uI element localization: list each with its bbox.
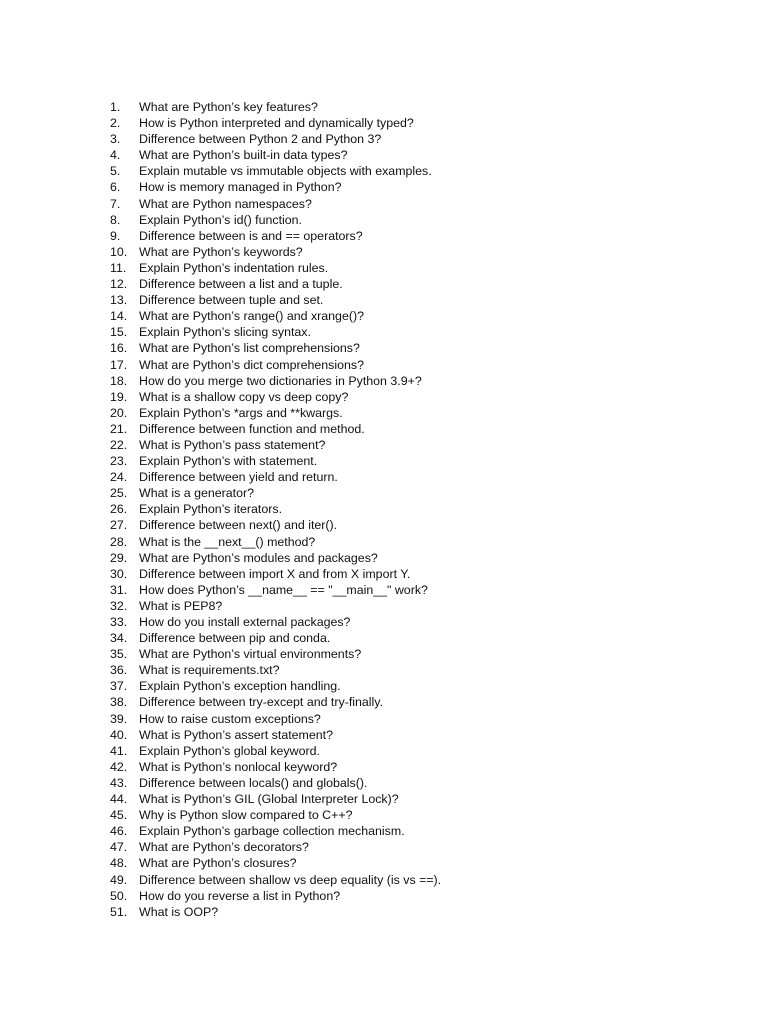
question-text: What is a shallow copy vs deep copy? bbox=[139, 389, 349, 404]
question-text: Explain Python’s with statement. bbox=[139, 454, 318, 469]
question-number: 23. bbox=[110, 454, 128, 469]
question-text: Difference between import X and from X import Y. bbox=[139, 566, 411, 581]
question-item bbox=[110, 405, 710, 421]
question-item bbox=[110, 469, 710, 485]
question-text: Explain Python’s exception handling. bbox=[139, 679, 341, 694]
question-number: 17. bbox=[110, 357, 128, 372]
question-item bbox=[110, 839, 710, 855]
question-text: Difference between tuple and set. bbox=[139, 293, 324, 308]
question-text: How do you install external packages? bbox=[139, 615, 351, 629]
question-number: 27. bbox=[110, 518, 128, 533]
question-number: 32. bbox=[110, 598, 128, 613]
question-text: What are Python’s list comprehensions? bbox=[139, 341, 360, 356]
question-item bbox=[110, 598, 710, 614]
question-item bbox=[110, 550, 710, 566]
question-number: 20. bbox=[110, 405, 128, 420]
question-number: 13. bbox=[110, 293, 128, 308]
question-item bbox=[110, 727, 710, 743]
question-text: What is OOP? bbox=[139, 904, 219, 919]
question-text: What is Python’s pass statement? bbox=[139, 437, 326, 452]
question-number: 5. bbox=[110, 164, 121, 179]
question-number: 47. bbox=[110, 840, 128, 855]
question-text: What are Python’s virtual environments? bbox=[139, 647, 362, 662]
question-item bbox=[110, 437, 710, 453]
question-text: How to raise custom exceptions? bbox=[139, 711, 321, 726]
question-item bbox=[110, 775, 710, 791]
question-number: 48. bbox=[110, 856, 128, 871]
question-item bbox=[110, 791, 710, 807]
question-text: What are Python’s closures? bbox=[139, 856, 297, 871]
question-item bbox=[110, 872, 710, 888]
question-number: 29. bbox=[110, 550, 128, 565]
question-text: What are Python’s built-in data types? bbox=[139, 148, 348, 163]
question-number: 30. bbox=[110, 566, 128, 581]
question-item bbox=[110, 501, 710, 517]
question-number: 2. bbox=[110, 116, 121, 131]
question-text: Difference between pip and conda. bbox=[139, 631, 331, 646]
question-number: 34. bbox=[110, 631, 128, 646]
question-text: What are Python’s modules and packages? bbox=[139, 550, 378, 565]
question-text: Difference between is and == operators? bbox=[139, 228, 363, 243]
question-number: 26. bbox=[110, 502, 128, 517]
question-number: 19. bbox=[110, 389, 128, 404]
question-item bbox=[110, 373, 710, 389]
question-item bbox=[110, 179, 710, 195]
question-item bbox=[110, 904, 710, 920]
question-text: What are Python’s dict comprehensions? bbox=[139, 357, 364, 372]
question-item bbox=[110, 131, 710, 147]
question-number: 42. bbox=[110, 759, 128, 774]
question-number: 39. bbox=[110, 711, 128, 726]
question-item bbox=[110, 212, 710, 228]
question-item bbox=[110, 276, 710, 292]
question-number: 28. bbox=[110, 534, 128, 549]
question-text: How is Python interpreted and dynamically typed? bbox=[139, 116, 414, 131]
question-text: What is requirements.txt? bbox=[139, 663, 280, 678]
question-item bbox=[110, 888, 710, 904]
question-number: 24. bbox=[110, 470, 128, 485]
question-text: Explain Python’s garbage collection mechanism. bbox=[139, 824, 405, 839]
question-number: 43. bbox=[110, 775, 128, 790]
question-item bbox=[110, 534, 710, 550]
question-text: Difference between a list and a tuple. bbox=[139, 277, 343, 292]
question-number: 7. bbox=[110, 196, 121, 211]
question-text: Difference between yield and return. bbox=[139, 470, 338, 485]
question-text: What are Python namespaces? bbox=[139, 196, 312, 211]
question-item bbox=[110, 196, 710, 212]
question-number: 31. bbox=[110, 582, 128, 597]
question-item bbox=[110, 453, 710, 469]
question-number: 22. bbox=[110, 437, 128, 452]
question-text: What is the __next__() method? bbox=[139, 534, 316, 549]
question-number: 50. bbox=[110, 888, 128, 903]
question-number: 49. bbox=[110, 872, 128, 887]
question-text: What is PEP8? bbox=[139, 598, 223, 613]
question-item bbox=[110, 324, 710, 340]
question-item bbox=[110, 340, 710, 356]
question-item bbox=[110, 163, 710, 179]
question-text: Explain Python’s iterators. bbox=[139, 502, 283, 517]
question-text: Explain Python’s id() function. bbox=[139, 212, 303, 227]
question-number: 25. bbox=[110, 486, 128, 501]
question-item bbox=[110, 357, 710, 373]
question-item bbox=[110, 678, 710, 694]
question-item bbox=[110, 662, 710, 678]
question-number: 4. bbox=[110, 148, 121, 163]
question-item bbox=[110, 292, 710, 308]
question-number: 6. bbox=[110, 180, 121, 195]
question-text: Explain Python’s *args and **kwargs. bbox=[139, 405, 343, 420]
question-text: What is Python’s nonlocal keyword? bbox=[139, 759, 338, 774]
question-number: 16. bbox=[110, 341, 128, 356]
question-item bbox=[110, 228, 710, 244]
question-text: Explain Python’s slicing syntax. bbox=[139, 325, 311, 340]
question-item bbox=[110, 614, 710, 630]
question-number: 14. bbox=[110, 309, 128, 324]
question-text: What is a generator? bbox=[139, 486, 255, 501]
question-text: Difference between function and method. bbox=[139, 421, 365, 436]
question-text: Difference between Python 2 and Python 3? bbox=[139, 132, 382, 147]
question-number: 3. bbox=[110, 132, 121, 147]
question-text: Difference between next() and iter(). bbox=[139, 518, 338, 533]
question-item bbox=[110, 711, 710, 727]
question-text: What are Python’s key features? bbox=[139, 100, 318, 114]
question-item bbox=[110, 389, 710, 405]
question-item bbox=[110, 855, 710, 871]
question-number: 11. bbox=[110, 260, 127, 275]
question-number: 12. bbox=[110, 277, 128, 292]
question-text: Difference between try-except and try-finally. bbox=[139, 695, 384, 710]
question-item bbox=[110, 759, 710, 775]
question-item bbox=[110, 308, 710, 324]
question-number: 36. bbox=[110, 663, 128, 678]
question-number: 33. bbox=[110, 615, 128, 629]
question-number: 41. bbox=[110, 743, 128, 758]
question-number: 10. bbox=[110, 244, 128, 259]
question-number: 35. bbox=[110, 647, 128, 662]
question-item bbox=[110, 694, 710, 710]
question-item bbox=[110, 421, 710, 437]
question-text: Explain Python’s indentation rules. bbox=[139, 260, 329, 275]
question-item bbox=[110, 646, 710, 662]
question-number: 9. bbox=[110, 228, 121, 243]
question-item bbox=[110, 582, 710, 598]
question-number: 44. bbox=[110, 792, 128, 807]
question-number: 21. bbox=[110, 421, 128, 436]
question-text: How is memory managed in Python? bbox=[139, 180, 342, 195]
question-item bbox=[110, 517, 710, 533]
question-item bbox=[110, 260, 710, 276]
question-item bbox=[110, 485, 710, 501]
question-number: 18. bbox=[110, 373, 128, 388]
question-number: 8. bbox=[110, 212, 121, 227]
question-number: 1. bbox=[110, 100, 121, 114]
question-item bbox=[110, 244, 710, 260]
question-text: Why is Python slow compared to C++? bbox=[139, 808, 353, 823]
question-item bbox=[110, 807, 710, 823]
question-text: What are Python’s keywords? bbox=[139, 244, 303, 259]
question-item bbox=[110, 823, 710, 839]
question-text: How does Python’s __name__ == "__main__" work? bbox=[139, 582, 428, 597]
question-text: What are Python’s range() and xrange()? bbox=[139, 309, 364, 324]
question-item bbox=[110, 115, 710, 131]
question-text: Explain Python’s global keyword. bbox=[139, 743, 320, 758]
question-number: 37. bbox=[110, 679, 128, 694]
question-number: 51. bbox=[110, 904, 128, 919]
question-text: What is Python’s assert statement? bbox=[139, 727, 333, 742]
question-text: What are Python’s decorators? bbox=[139, 840, 309, 855]
question-item bbox=[110, 630, 710, 646]
question-text: How do you merge two dictionaries in Python 3.9+? bbox=[139, 373, 422, 388]
question-list bbox=[110, 99, 710, 920]
question-text: What is Python’s GIL (Global Interpreter Lock)? bbox=[139, 792, 399, 807]
question-item bbox=[110, 743, 710, 759]
question-item bbox=[110, 99, 710, 115]
question-text: Difference between shallow vs deep equality (is vs ==). bbox=[139, 872, 442, 887]
question-number: 38. bbox=[110, 695, 128, 710]
question-number: 46. bbox=[110, 824, 128, 839]
question-text: Difference between locals() and globals(). bbox=[139, 775, 368, 790]
question-text: Explain mutable vs immutable objects with examples. bbox=[139, 164, 432, 179]
question-text: How do you reverse a list in Python? bbox=[139, 888, 341, 903]
question-item bbox=[110, 147, 710, 163]
question-number: 40. bbox=[110, 727, 128, 742]
question-number: 45. bbox=[110, 808, 128, 823]
question-item bbox=[110, 566, 710, 582]
question-number: 15. bbox=[110, 325, 128, 340]
